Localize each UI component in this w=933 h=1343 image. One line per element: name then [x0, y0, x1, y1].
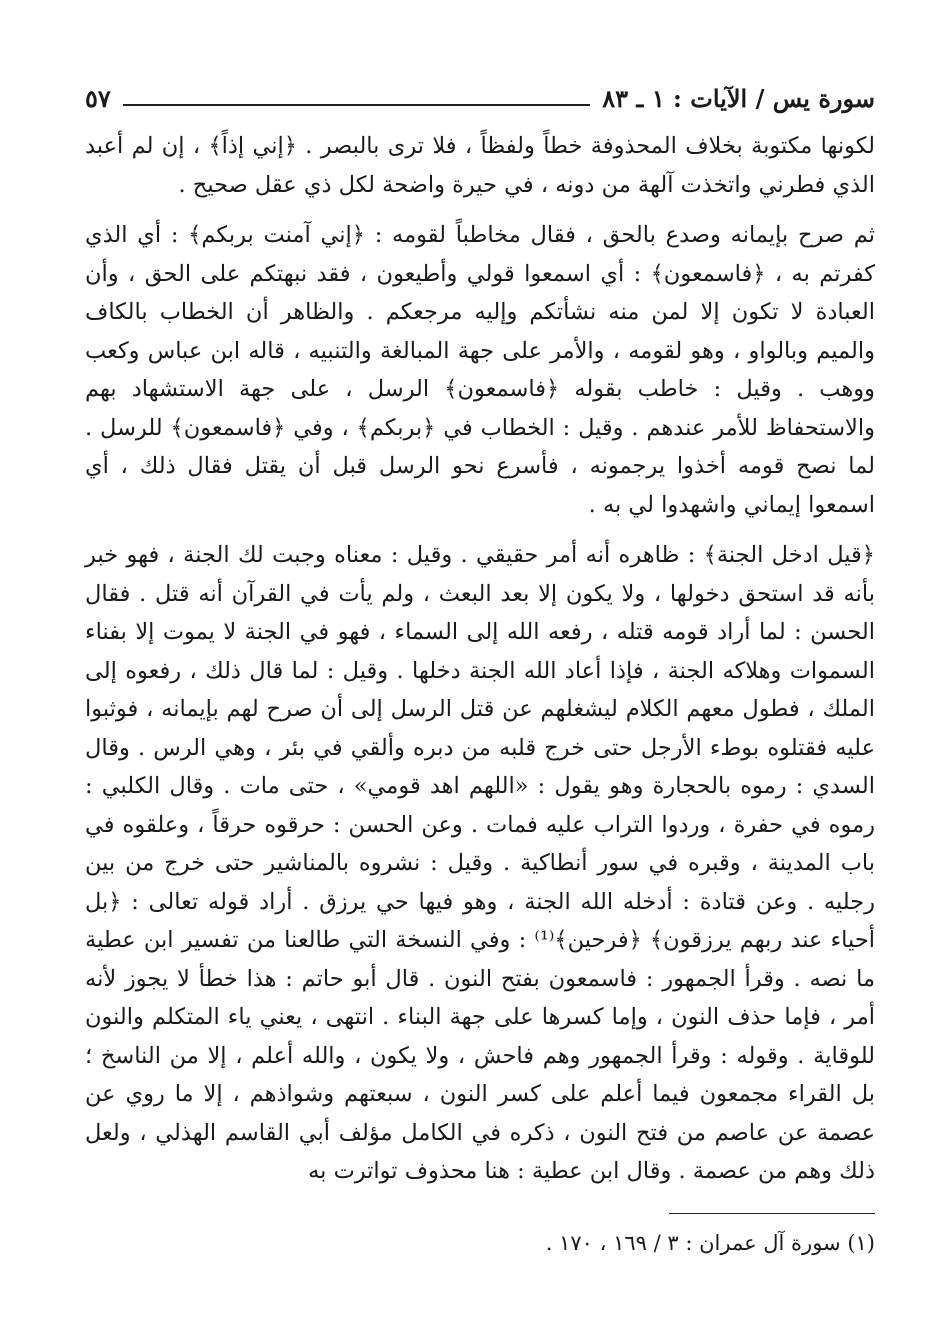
- surah-title: سورة يس / الآيات : ١ ـ ٨٣: [602, 83, 875, 113]
- paragraph-3: ﴿قيل ادخل الجنة﴾ : ظاهره أنه أمر حقيقي . وقيل : معناه وجبت لك الجنة ، فهو خبر بأنه قد استحق دخولها ، ولا يكون إلا بعد البعث ، ولم يأت في القرآن أنه قتل . فقال الحسن : لما أراد قومه قتله ، رفعه الله إلى السماء ، فهو في الجنة لا يموت إلا بفناء السموات وهلاكه الجنة ، فإذا أعاد الله الجنة دخلها . وقيل : لما قال ذلك ، رفعوه إلى الملك ، فطول معهم الكلام ليشغلهم عن قتل الرسل إلى أن صرح لهم بإيمانه ، فوثبوا عليه فقتلوه بوطء الأرجل حتى خرج قلبه من دبره وألقي في بئر ، وهي الرس . وقال السدي : رموه بالحجارة وهو يقول : «اللهم اهد قومي» ، حتى مات . وقال الكلبي : رموه في حفرة ، وردوا التراب عليه فمات . وعن الحسن : حرقوه حرقاً ، وعلقوه في باب المدينة ، وقبره في سور أنطاكية . وقيل : نشروه بالمناشير حتى خرج من بين رجليه . وعن قتادة : أدخله الله الجنة ، وهو فيها حي يرزق . أراد قوله تعالى : ﴿بل أحياء عند ربهم يرزقون﴾ ﴿فرحين﴾⁽¹⁾ : وفي النسخة التي طالعنا من تفسير ابن عطية ما نصه . وقرأ الجمهور : فاسمعون بفتح النون . قال أبو حاتم : هذا خطأ لا يجوز لأنه أمر ، فإما حذف النون ، وإما كسرها على جهة البناء . انتهى ، يعني ياء المتكلم والنون للوقاية . وقوله : وقرأ الجمهور وهم فاحش ، ولا يكون ، والله أعلم ، إلا من الناسخ ؛ بل القراء مجمعون فيما أعلم على كسر النون ، سبعتهم وشواذهم ، إلا ما روي عن عصمة عن عاصم من فتح النون ، ذكره في الكامل مؤلف أبي القاسم الهذلي ، ولعل ذلك وهم من عصمة . وقال ابن عطية : هنا محذوف تواترت به: [85, 542, 875, 1184]
- main-text: [85, 127, 875, 1191]
- page-number: ٥٧: [85, 83, 111, 113]
- footnote-rule: [669, 1213, 875, 1214]
- header-rule: [123, 104, 591, 106]
- running-header: [85, 78, 875, 118]
- paragraph-1: لكونها مكتوبة بخلاف المحذوفة خطاً ولفظاً ، فلا ترى بالبصر . ﴿إني إذاً﴾ ، إن لم أعبد الذي فطرني واتخذت آلهة من دونه ، في حيرة واضحة لكل ذي عقل صحيح .: [85, 133, 875, 198]
- paragraph-2: ثم صرح بإيمانه وصدع بالحق ، فقال مخاطباً لقومه : ﴿إني آمنت بربكم﴾ : أي الذي كفرتم به ، ﴿فاسمعون﴾ : أي اسمعوا قولي وأطيعون ، فقد نبهتكم على الحق ، وأن العبادة لا تكون إلا لمن منه نشأتكم وإليه مرجعكم . والظاهر أن الخطاب بالكاف والميم وبالواو ، وهو لقومه ، والأمر على جهة المبالغة والتنبيه ، قاله ابن عباس وكعب ووهب . وقيل : خاطب بقوله ﴿فاسمعون﴾ الرسل ، على جهة الاستشهاد بهم والاستحفاظ للأمر عندهم . وقيل : الخطاب في ﴿بربكم﴾ ، وفي ﴿فاسمعون﴾ للرسل . لما نصح قومه أخذوا يرجمونه ، فأسرع نحو الرسل قبل أن يقتل فقال ذلك ، أي اسمعوا إيماني واشهدوا لي به .: [85, 222, 875, 518]
- footnote: (١) سورة آل عمران : ٣ / ١٦٩ ، ١٧٠ .: [545, 1231, 875, 1255]
